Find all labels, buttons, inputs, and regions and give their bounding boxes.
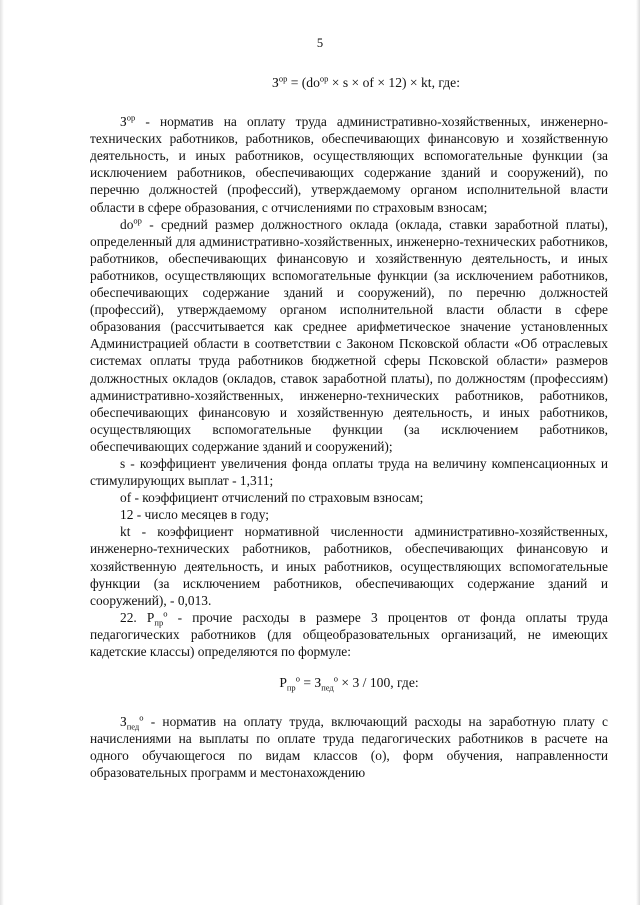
formula-symbol-z: З bbox=[272, 75, 279, 90]
definition-subscript: пед bbox=[126, 721, 140, 732]
formula-superscript: о bbox=[295, 673, 300, 684]
scan-left-edge bbox=[0, 0, 4, 905]
definition-superscript: о bbox=[139, 712, 144, 723]
definition-do-op bbox=[90, 216, 608, 455]
formula-z-op bbox=[124, 74, 608, 91]
formula-p-pr bbox=[90, 674, 608, 691]
definition-text: - средний размер должностного оклада (оклада, ставки заработной платы), определенный для административно-хозяйственных, инженерно-технических работников, работников, обеспечивающих финансовую и хозяйственную деятельность, и иных работников, осуществляющих вспомогательные функции (за исключением работников, обеспечивающих содержание зданий и сооружений), по перечню должностей (профессий), утверждаемому органом исполнительной власти области в сфере образования (рассчитывается как среднее арифметическое значение установленных Администрацией области в соответствии с Законом Псковской области «Об отраслевых системах оплаты труда работников бюджетной сферы Псковской области» размеров должностных окладов (окладов, ставок заработной платы), по должностям (профессиям) административно-хозяйственных, инженерно-технических работников, работников, обеспечивающих финансовую и хозяйственную деятельность, и иных работников, осуществляющих вспомогательные функции (за исключением работников, обеспечивающих содержание зданий и сооружений); bbox=[90, 216, 608, 454]
paragraph-number: 22. Р bbox=[120, 609, 155, 625]
paragraph-text: - прочие расходы в размере 3 процентов от фонда оплаты труда педагогических работников (для общеобразовательных организаций, не имеющих кадетские классы) определяются по формуле: bbox=[90, 609, 608, 659]
definition-12: 12 - число месяцев в году; bbox=[120, 507, 269, 523]
formula-subscript: пр bbox=[286, 682, 296, 693]
document-body bbox=[90, 66, 608, 782]
superscript: о bbox=[163, 608, 168, 619]
definition-superscript: ор bbox=[133, 215, 142, 226]
formula-symbol-p: Р bbox=[279, 675, 287, 691]
paragraph-22 bbox=[90, 609, 608, 660]
definition-superscript: ор bbox=[126, 112, 136, 123]
formula-part: = З bbox=[299, 675, 322, 691]
formula-subscript: пед bbox=[321, 682, 334, 693]
definition-s: s - коэффициент увеличения фонда оплаты труда на величину компенсационных и стимулирующих выплат - 1,311; bbox=[90, 455, 608, 489]
definition-text: - норматив на оплату труда, включающий расходы на заработную плату с начислениями на выплаты по оплате труда педагогических работников в расчете на одного обучающегося по видам классов (о), форм обучения, направленности образовательных программ и местонахождению bbox=[90, 714, 608, 781]
formula-superscript: о bbox=[333, 673, 339, 684]
definition-kt: kt - коэффициент нормативной численности административно-хозяйственных, инженерно-технических работников, работников, обеспечивающих финансовую и хозяйственную деятельность, и иных работников, осуществляющих вспомогательные функции (за исключением работников, обеспечивающих содержание зданий и сооружений), - 0,013. bbox=[90, 524, 608, 608]
definition-symbol: do bbox=[120, 216, 134, 232]
formula-part: × 3 / 100, где: bbox=[338, 675, 419, 691]
formula-part: = (do bbox=[287, 75, 320, 90]
definition-z-ped bbox=[90, 713, 608, 781]
definition-of: of - коэффициент отчислений по страховым взносам; bbox=[120, 490, 424, 506]
page-number: 5 bbox=[316, 36, 324, 50]
definition-symbol: З bbox=[120, 714, 127, 730]
formula-part: × s × of × 12) × kt, где: bbox=[328, 75, 460, 90]
formula-superscript: ор bbox=[278, 73, 288, 84]
formula-superscript: ор bbox=[319, 73, 329, 84]
definition-text: - норматив на оплату труда административно-хозяйственных, инженерно-технических работников, работников, обеспечивающих финансовую и хозяйственную деятельность, и иных работников, осуществляющих вспомогательные функции (за исключением работников, обеспечивающих содержание зданий и сооружений), по перечню должностей (профессий), утверждаемому органом исполнительной власти области в сфере образования, с отчислениями по страховым взносам; bbox=[90, 114, 608, 215]
definition-symbol: З bbox=[120, 114, 127, 130]
definition-z-op bbox=[90, 113, 608, 216]
subscript: пр bbox=[154, 617, 164, 628]
scan-right-edge bbox=[636, 0, 640, 905]
